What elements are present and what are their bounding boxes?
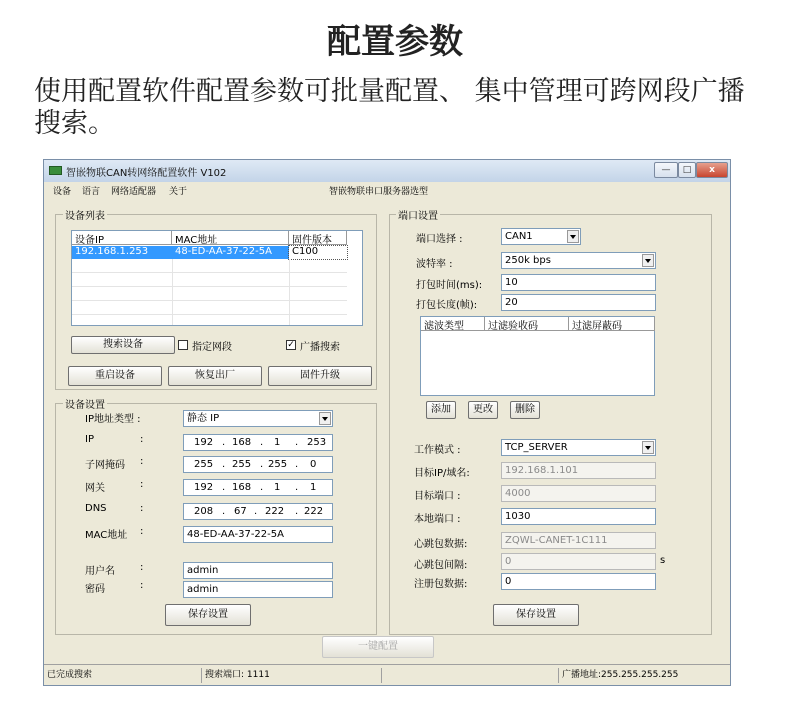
dot: .	[254, 506, 258, 517]
work-mode-select[interactable]	[501, 439, 656, 456]
dot: .	[222, 459, 226, 470]
dns-octet-4: 222	[304, 506, 324, 517]
local-port-field[interactable]: 1030	[501, 508, 656, 525]
heartbeat-interval-label: 心跳包间隔:	[414, 560, 468, 571]
mask-octet-2: 255	[232, 459, 252, 470]
heartbeat-unit: s	[660, 555, 666, 566]
colon: :	[140, 479, 144, 490]
mac-label: MAC地址	[85, 530, 128, 541]
register-data-label: 注册包数据:	[414, 579, 468, 590]
menu-network-adapter[interactable]: 网络适配器	[111, 187, 157, 197]
col-firmware[interactable]: 固件版本	[289, 231, 347, 245]
device-settings-title: 设备设置	[63, 396, 107, 411]
pack-length-label: 打包长度(帧):	[416, 300, 478, 311]
col-mask-code[interactable]: 过滤屏蔽码	[569, 317, 655, 331]
baud-select[interactable]	[501, 252, 656, 269]
dns-field[interactable]	[183, 503, 333, 520]
chevron-down-icon[interactable]	[567, 230, 579, 243]
target-ip-field[interactable]: 192.168.1.101	[501, 462, 656, 479]
col-filter-type[interactable]: 滤波类型	[421, 317, 485, 331]
page-heading: 配置参数	[327, 22, 463, 62]
row-firmware: C100	[289, 246, 347, 259]
local-port-label: 本地端口 :	[414, 514, 461, 525]
dot: .	[260, 482, 264, 493]
port-select-value: CAN1	[505, 231, 533, 242]
status-search-port: 搜索端口: 1111	[201, 668, 381, 683]
app-icon	[49, 166, 62, 175]
colon: :	[140, 526, 144, 537]
row-ip: 192.168.1.253	[72, 246, 172, 259]
pack-length-field[interactable]: 20	[501, 294, 656, 311]
pack-time-label: 打包时间(ms):	[416, 280, 483, 291]
edit-filter-button[interactable]: 更改	[468, 401, 498, 419]
gw-octet-2: 168	[232, 482, 252, 493]
ip-address-field[interactable]	[183, 434, 333, 451]
ip-type-value: 静态 IP	[187, 413, 220, 424]
subnet-mask-field[interactable]	[183, 456, 333, 473]
dot: .	[295, 506, 299, 517]
table-row[interactable]	[72, 246, 347, 259]
status-message: 已完成搜索	[47, 670, 93, 680]
dot: .	[222, 482, 226, 493]
chevron-down-icon[interactable]	[642, 441, 654, 454]
maximize-button[interactable]: □	[678, 162, 696, 178]
ip-type-select[interactable]	[183, 410, 333, 427]
grid-line	[72, 300, 347, 301]
restart-device-button[interactable]: 重启设备	[68, 366, 162, 386]
chevron-down-icon[interactable]	[319, 412, 331, 425]
port-select-label: 端口选择 :	[416, 234, 463, 245]
colon: :	[140, 434, 144, 445]
dot: .	[295, 459, 299, 470]
ip-octet-3: 1	[274, 437, 281, 448]
dot: .	[295, 437, 299, 448]
mac-address-field[interactable]: 48-ED-AA-37-22-5A	[183, 526, 333, 543]
device-table[interactable]	[71, 230, 363, 326]
register-data-field[interactable]: 0	[501, 573, 656, 590]
target-port-field[interactable]: 4000	[501, 485, 656, 502]
dot: .	[222, 506, 226, 517]
broadcast-search-label: 广播搜索	[300, 342, 340, 353]
grid-line	[72, 272, 347, 273]
heartbeat-data-field[interactable]: ZQWL-CANET-1C111	[501, 532, 656, 549]
mask-label: 子网掩码	[85, 460, 125, 471]
broadcast-search-checkbox[interactable]: ✓	[287, 340, 295, 350]
dns-label: DNS	[85, 503, 107, 514]
col-device-ip[interactable]: 设备IP	[72, 231, 172, 245]
delete-filter-button[interactable]: 删除	[510, 401, 540, 419]
ip-type-label: IP地址类型 :	[85, 414, 141, 425]
port-select[interactable]	[501, 228, 581, 245]
gw-octet-3: 1	[274, 482, 281, 493]
gateway-label: 网关	[85, 483, 105, 494]
heartbeat-data-label: 心跳包数据:	[414, 539, 468, 550]
port-settings-title: 端口设置	[396, 207, 440, 222]
close-button[interactable]: x	[696, 162, 728, 178]
status-broadcast-address: 广播地址:255.255.255.255	[558, 668, 730, 683]
title-bar[interactable]	[44, 160, 730, 182]
gateway-field[interactable]	[183, 479, 333, 496]
mask-octet-4: 0	[310, 459, 317, 470]
device-list-title: 设备列表	[63, 207, 107, 222]
serial-server-selection-link[interactable]: 智嵌物联串口服务器选型	[329, 187, 429, 197]
colon: :	[140, 503, 144, 514]
save-device-settings-button[interactable]: 保存设置	[165, 604, 251, 626]
search-device-button[interactable]: 搜索设备	[71, 336, 175, 354]
one-click-config-button[interactable]: 一键配置	[322, 636, 434, 658]
firmware-upgrade-button[interactable]: 固件升级	[268, 366, 372, 386]
specify-segment-label: 指定网段	[192, 342, 232, 353]
specify-segment-checkbox[interactable]	[178, 340, 188, 350]
factory-reset-button[interactable]: 恢复出厂	[168, 366, 262, 386]
ip-label: IP	[85, 434, 94, 445]
ip-octet-4: 253	[307, 437, 327, 448]
grid-line	[72, 314, 347, 315]
gw-octet-1: 192	[194, 482, 214, 493]
chevron-down-icon[interactable]	[642, 254, 654, 267]
save-port-settings-button[interactable]: 保存设置	[493, 604, 579, 626]
menu-about[interactable]: 关于	[169, 187, 188, 197]
add-filter-button[interactable]: 添加	[426, 401, 456, 419]
status-bar	[44, 664, 730, 685]
filter-table[interactable]	[420, 316, 655, 396]
dot: .	[295, 482, 299, 493]
password-field[interactable]: admin	[183, 581, 333, 598]
ip-octet-2: 168	[232, 437, 252, 448]
grid-line	[172, 259, 173, 325]
mask-octet-3: 255	[268, 459, 288, 470]
password-label: 密码	[85, 584, 105, 595]
menu-device[interactable]: 设备	[53, 187, 72, 197]
dot: .	[260, 459, 264, 470]
minimize-button[interactable]: —	[654, 162, 678, 178]
menu-bar	[44, 182, 730, 197]
username-field[interactable]: admin	[183, 562, 333, 579]
col-accept-code[interactable]: 过滤验收码	[485, 317, 569, 331]
colon: :	[140, 562, 144, 573]
target-ip-label: 目标IP/域名:	[414, 468, 470, 479]
window-title: 智嵌物联CAN转网络配置软件 V102	[66, 168, 227, 179]
heartbeat-interval-field[interactable]: 0	[501, 553, 656, 570]
ip-octet-1: 192	[194, 437, 214, 448]
intro-text: 使用配置软件配置参数可批量配置、 集中管理可跨网段广播搜索。	[34, 76, 745, 139]
row-mac: 48-ED-AA-37-22-5A	[172, 246, 289, 259]
dot: .	[260, 437, 264, 448]
dns-octet-3: 222	[265, 506, 285, 517]
target-port-label: 目标端口 :	[414, 491, 461, 502]
baud-select-value: 250k bps	[505, 255, 551, 266]
dot: .	[222, 437, 226, 448]
grid-line	[72, 286, 347, 287]
status-empty-cell	[381, 668, 558, 683]
colon: :	[140, 580, 144, 591]
menu-language[interactable]: 语言	[82, 187, 101, 197]
baud-label: 波特率 :	[416, 259, 453, 270]
username-label: 用户名	[85, 566, 115, 577]
grid-line	[289, 259, 290, 325]
colon: :	[140, 456, 144, 467]
mask-octet-1: 255	[194, 459, 214, 470]
work-mode-value: TCP_SERVER	[505, 442, 568, 453]
col-mac[interactable]: MAC地址	[172, 231, 289, 245]
pack-time-field[interactable]: 10	[501, 274, 656, 291]
app-window	[43, 159, 731, 686]
work-mode-label: 工作模式 :	[414, 445, 461, 456]
dns-octet-2: 67	[234, 506, 247, 517]
gw-octet-4: 1	[310, 482, 317, 493]
dns-octet-1: 208	[194, 506, 214, 517]
